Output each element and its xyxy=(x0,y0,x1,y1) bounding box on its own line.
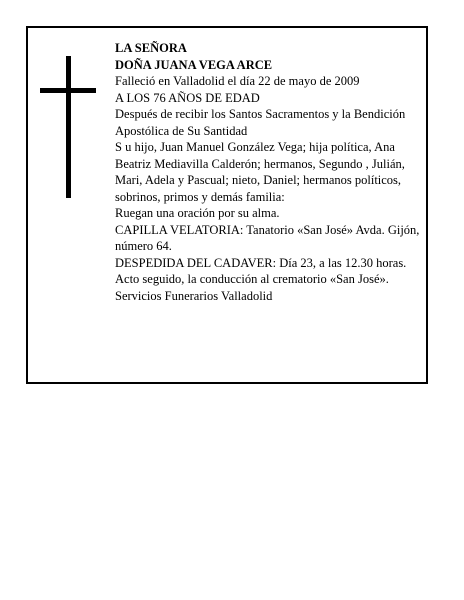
deceased-name: DOÑA JUANA VEGA ARCE xyxy=(115,57,273,72)
notice-text xyxy=(115,40,421,304)
cross-horizontal-bar xyxy=(40,88,96,93)
family-list: S u hijo, Juan Manuel González Vega; hija política, Ana Beatriz Mediavilla Calderón; hermanos, Segundo , Julián, Mari, Adela y Pascual; nieto, Daniel; hermanos políticos, sobrinos, primos y demás familia: xyxy=(115,140,405,204)
cross-vertical-bar xyxy=(66,56,71,198)
cross-icon xyxy=(40,56,96,198)
farewell-info: DESPEDIDA DEL CADAVER: Día 23, a las 12.30 horas. Acto seguido, la conducción al crematorio «San José». xyxy=(115,255,407,286)
age-statement: A LOS 76 AÑOS DE EDAD xyxy=(115,90,260,105)
sacraments-statement: Después de recibir los Santos Sacramentos y la Bendición Apostólica de Su Santidad xyxy=(115,107,406,138)
notice-title-line1: LA SEÑORA xyxy=(115,41,187,55)
obituary-notice xyxy=(26,26,428,384)
prayer-request: Ruegan una oración por su alma. xyxy=(115,206,280,220)
death-statement: Falleció en Valladolid el día 22 de mayo de 2009 xyxy=(115,74,360,88)
chapel-info: CAPILLA VELATORIA: Tanatorio «San José» Avda. Gijón, número 64. xyxy=(115,222,420,253)
funeral-service-name: Servicios Funerarios Valladolid xyxy=(115,288,273,303)
